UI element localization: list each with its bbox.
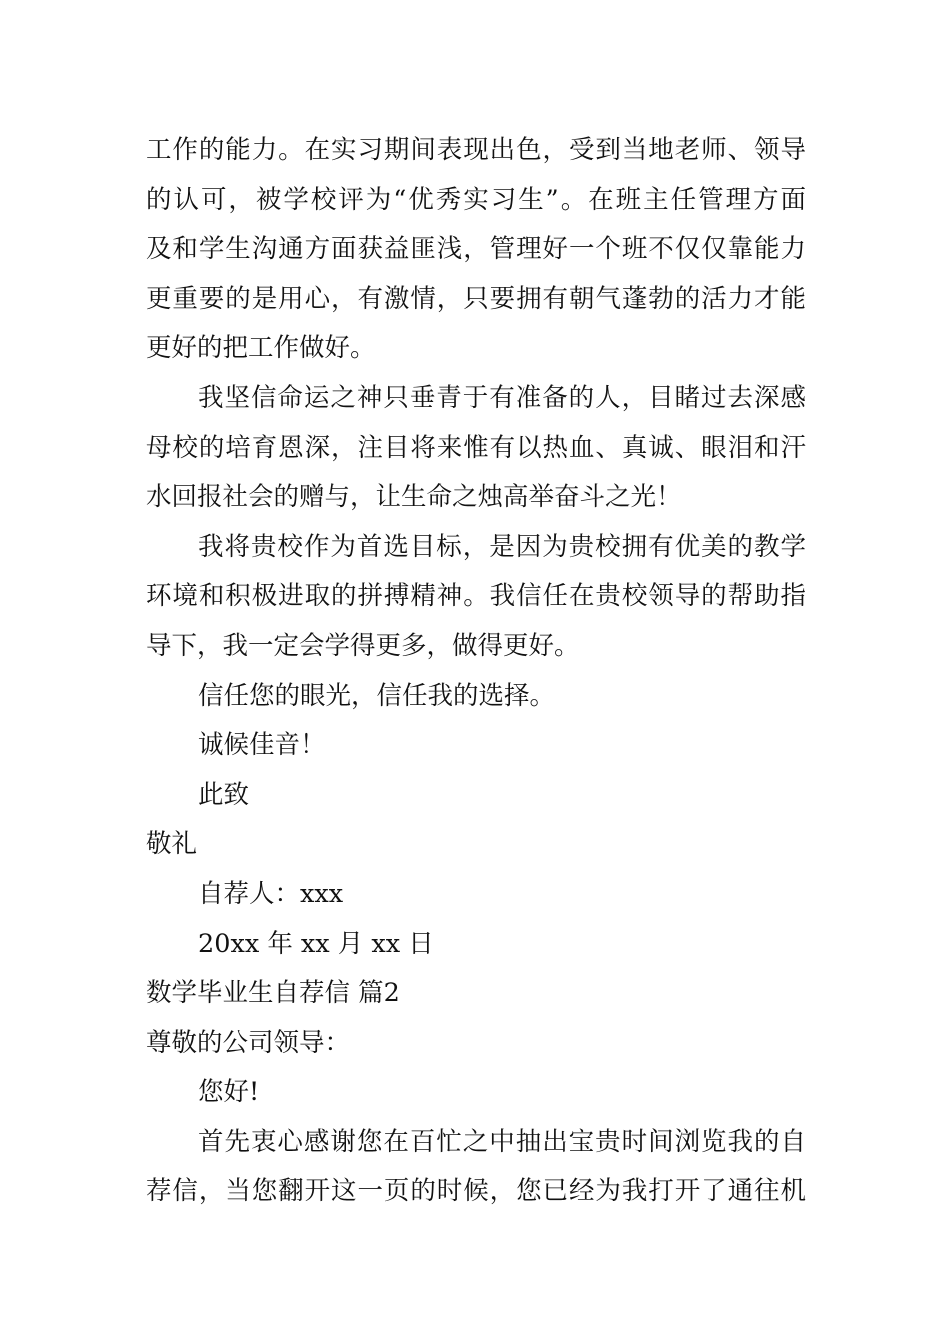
paragraph-first-line: 首先衷心感谢您在百忙之中抽出宝贵时间浏览我的自 xyxy=(198,1126,806,1157)
text-line: 环境和积极进取的拼搏精神。我信任在贵校领导的帮助指 xyxy=(146,581,806,612)
salutation: 尊敬的公司领导： xyxy=(146,1027,351,1058)
date-line: 20xx 年 xx 月 xx 日 xyxy=(198,928,434,959)
closing-line: 诚候佳音！ xyxy=(198,730,326,761)
text-line: 荐信，当您翻开这一页的时候，您已经为我打开了通往机 xyxy=(146,1176,806,1207)
text-line: 母校的培育恩深，注目将来惟有以热血、真诚、眼泪和汗 xyxy=(146,432,806,463)
text-line: 更好的把工作做好。 xyxy=(146,333,376,364)
text-line: 更重要的是用心，有激情，只要拥有朝气蓬勃的活力才能 xyxy=(146,283,806,314)
text-line: 的认可，被学校评为“优秀实习生”。在班主任管理方面 xyxy=(146,184,806,215)
text-line: 及和学生沟通方面获益匪浅，管理好一个班不仅仅靠能力 xyxy=(146,234,806,265)
greeting: 您好! xyxy=(198,1077,260,1108)
closing-regards: 敬礼 xyxy=(146,829,198,860)
paragraph-first-line: 我坚信命运之神只垂青于有准备的人，目睹过去深感 xyxy=(198,382,806,413)
signature-line: 自荐人：xxx xyxy=(198,878,344,909)
text-line: 工作的能力。在实习期间表现出色，受到当地老师、领导 xyxy=(146,135,806,165)
text-line: 导下，我一定会学得更多，做得更好。 xyxy=(146,630,580,661)
document-body xyxy=(146,126,806,1217)
paragraph-first-line: 我将贵校作为首选目标，是因为贵校拥有优美的教学 xyxy=(198,531,806,562)
text-line: 水回报社会的赠与，让生命之烛高举奋斗之光！ xyxy=(146,482,682,513)
paragraph-first-line: 信任您的眼光，信任我的选择。 xyxy=(198,680,556,711)
closing-salutation: 此致 xyxy=(198,779,250,810)
section-heading: 数学毕业生自荐信 篇2 xyxy=(146,978,400,1009)
